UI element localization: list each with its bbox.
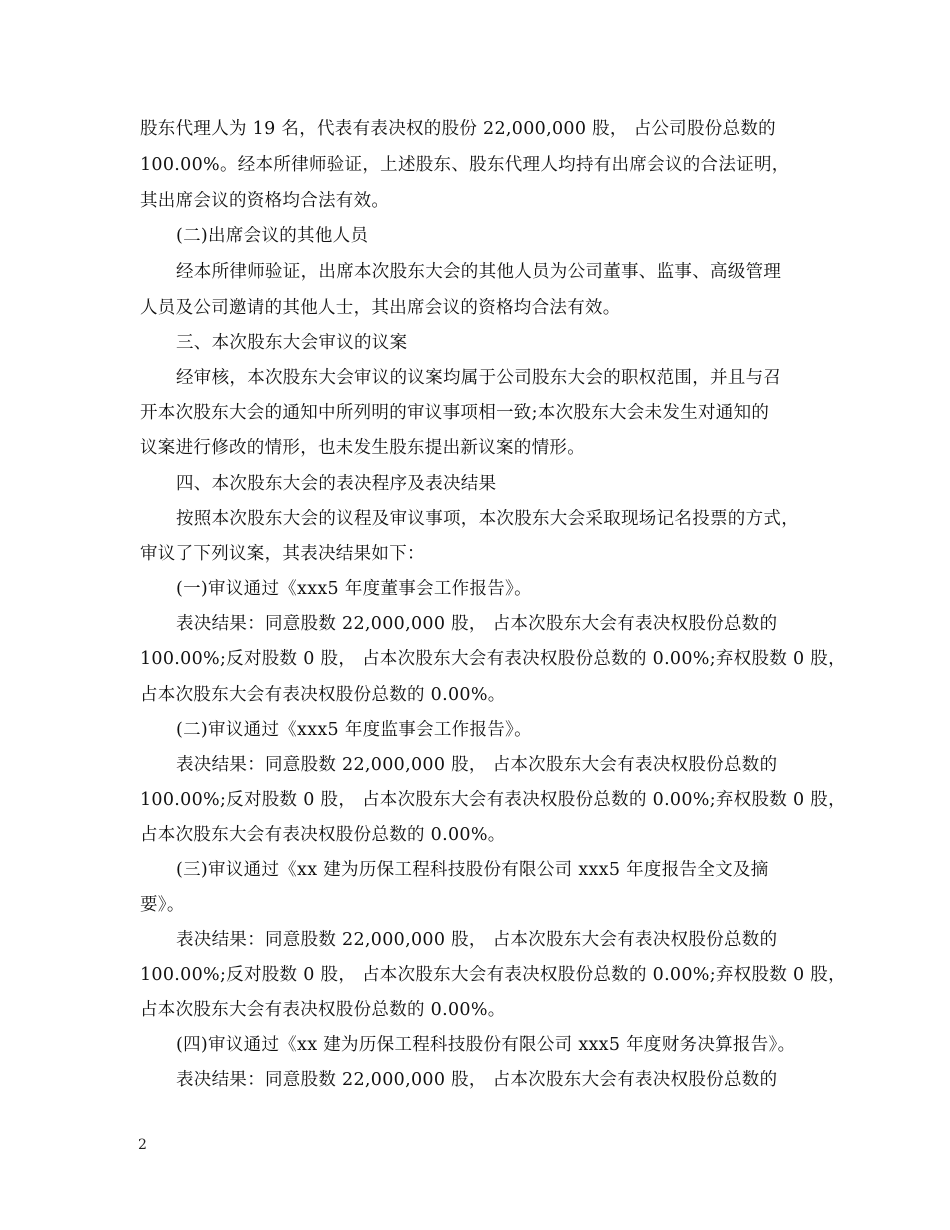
vote-result-line: 表决结果：同意股数 22,000,000 股， 占本次股东大会有表决权股份总数的 (176, 614, 778, 634)
vote-result-line: 100.00%;反对股数 0 股， 占本次股东大会有表决权股份总数的 0.00%;弃权股数 0 股， (140, 965, 846, 985)
section-heading: 三、本次股东大会审议的议案 (176, 333, 408, 353)
text-line: 议案进行修改的情形，也未发生股东提出新议案的情形。 (140, 438, 585, 458)
vote-result-line: 占本次股东大会有表决权股份总数的 0.00%。 (140, 825, 506, 845)
text-line: 股东代理人为 19 名，代表有表决权的股份 22,000,000 股， 占公司股份总数的 (140, 119, 776, 139)
text-line: 审议了下列议案，其表决结果如下： (140, 544, 425, 564)
resolution-title-continuation: 要》。 (140, 895, 185, 915)
text-line: 开本次股东大会的通知中所列明的审议事项相一致;本次股东大会未发生对通知的 (140, 403, 770, 423)
section-heading: (二)出席会议的其他人员 (176, 226, 369, 246)
vote-result-line: 占本次股东大会有表决权股份总数的 0.00%。 (140, 1000, 506, 1020)
vote-result-line: 表决结果：同意股数 22,000,000 股， 占本次股东大会有表决权股份总数的 (176, 755, 778, 775)
vote-result-line: 100.00%;反对股数 0 股， 占本次股东大会有表决权股份总数的 0.00%;弃权股数 0 股， (140, 649, 846, 669)
text-line: 100.00%。经本所律师验证，上述股东、股东代理人均持有出席会议的合法证明， (140, 155, 790, 175)
text-line: 经本所律师验证，出席本次股东大会的其他人员为公司董事、监事、高级管理 (176, 262, 782, 282)
resolution-title: (四)审议通过《xx 建为历保工程科技股份有限公司 xxx5 年度财务决算报告》。 (176, 1035, 796, 1055)
resolution-title: (三)审议通过《xx 建为历保工程科技股份有限公司 xxx5 年度报告全文及摘 (176, 860, 769, 880)
resolution-title: (二)审议通过《xxx5 年度监事会工作报告》。 (176, 720, 532, 740)
vote-result-line: 表决结果：同意股数 22,000,000 股， 占本次股东大会有表决权股份总数的 (176, 930, 778, 950)
vote-result-line: 100.00%;反对股数 0 股， 占本次股东大会有表决权股份总数的 0.00%;弃权股数 0 股， (140, 790, 846, 810)
resolution-title: (一)审议通过《xxx5 年度董事会工作报告》。 (176, 579, 532, 599)
text-line: 人员及公司邀请的其他人士，其出席会议的资格均合法有效。 (140, 298, 621, 318)
page-number: 2 (138, 1137, 147, 1153)
text-line: 经审核，本次股东大会审议的议案均属于公司股东大会的职权范围，并且与召 (176, 368, 782, 388)
text-line: 其出席会议的资格均合法有效。 (140, 191, 390, 211)
vote-result-line: 表决结果：同意股数 22,000,000 股， 占本次股东大会有表决权股份总数的 (176, 1070, 778, 1090)
section-heading: 四、本次股东大会的表决程序及表决结果 (176, 474, 497, 494)
text-line: 按照本次股东大会的议程及审议事项，本次股东大会采取现场记名投票的方式， (176, 509, 799, 529)
vote-result-line: 占本次股东大会有表决权股份总数的 0.00%。 (140, 685, 506, 705)
